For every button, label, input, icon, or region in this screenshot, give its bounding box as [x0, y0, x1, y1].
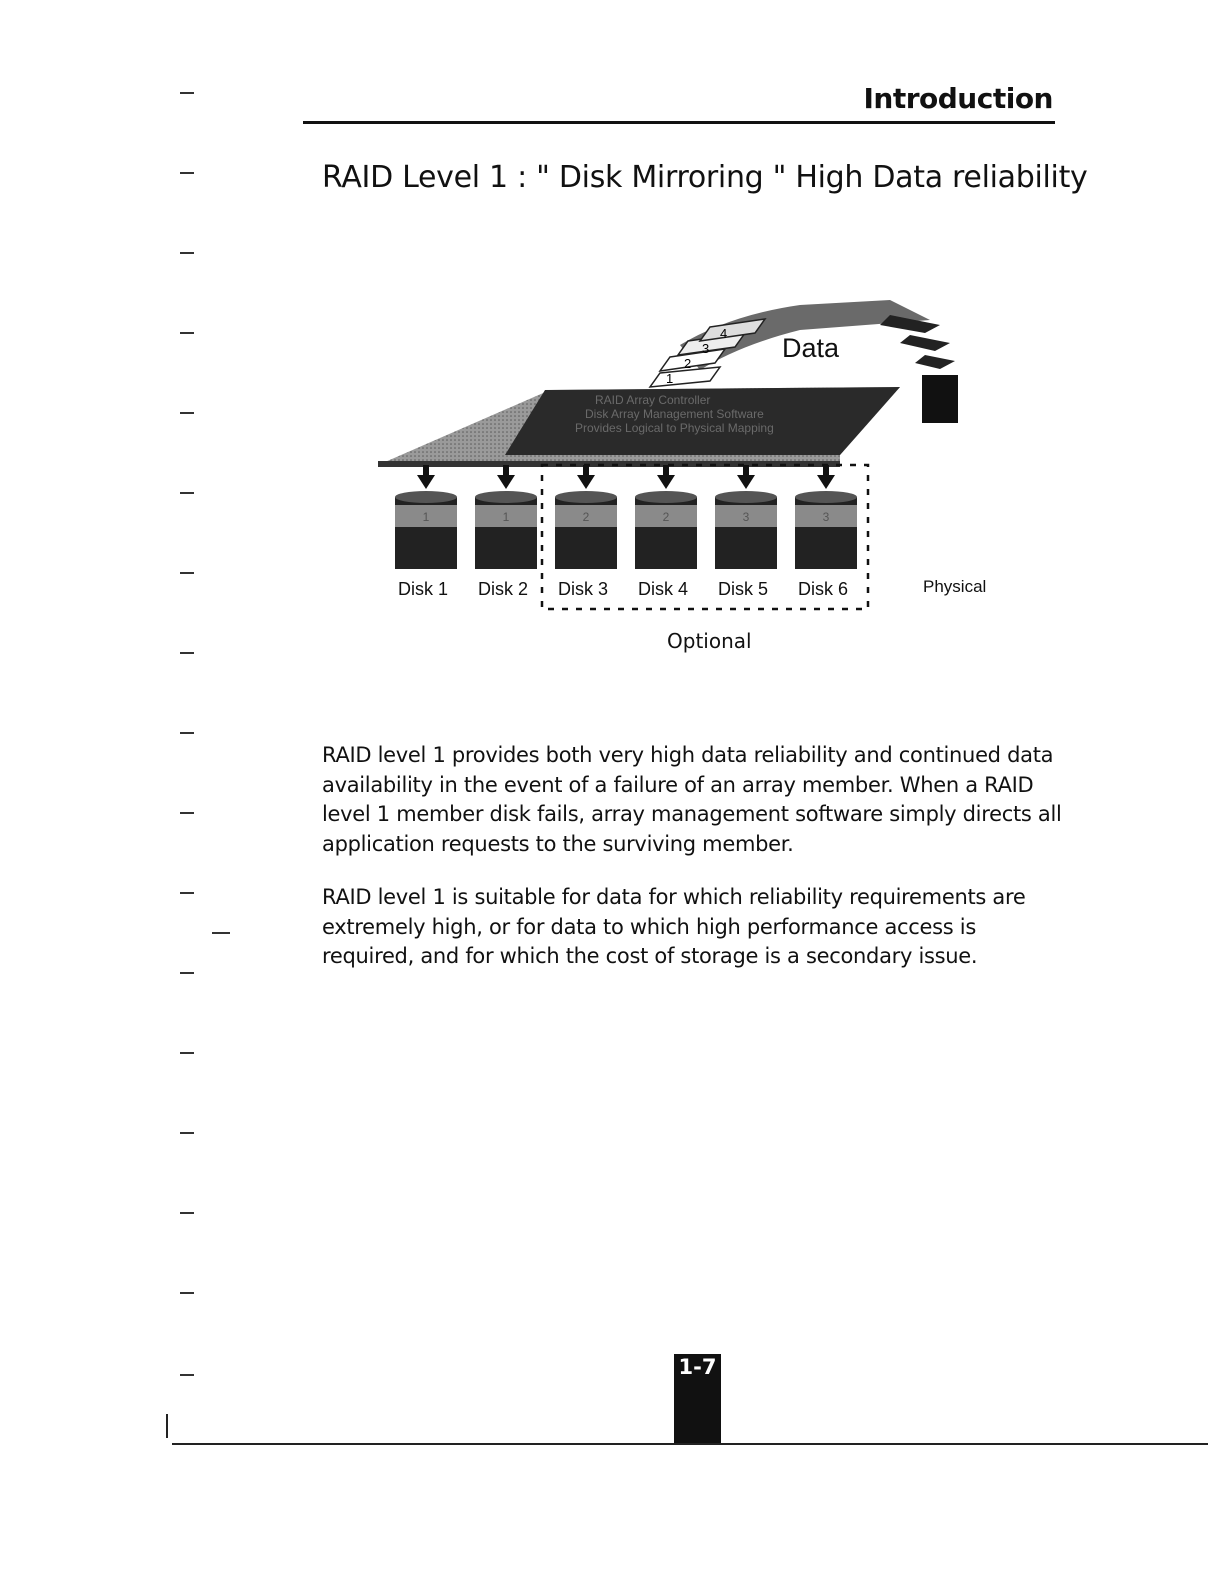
- data-block-number: 1: [666, 371, 674, 386]
- disk-cap: [395, 491, 457, 503]
- margin-tick: [180, 172, 194, 174]
- disk-block-number: 2: [662, 510, 670, 524]
- disk-label: Disk 5: [718, 579, 769, 599]
- arrow-down-icon: [497, 465, 515, 489]
- section-header: Introduction: [863, 82, 1053, 115]
- margin-tick: [180, 492, 194, 494]
- disk-cap: [795, 491, 857, 503]
- margin-tick: [180, 652, 194, 654]
- margin-tick: [180, 92, 194, 94]
- disk-cap: [715, 491, 777, 503]
- margin-tick: [180, 1374, 194, 1376]
- arrow-down-icon: [417, 465, 435, 489]
- margin-tick: [180, 252, 194, 254]
- margin-tick: [180, 332, 194, 334]
- margin-tick: [180, 812, 194, 814]
- margin-tick: [180, 1132, 194, 1134]
- data-block-number: 4: [720, 326, 728, 341]
- header-rule: [303, 121, 1055, 124]
- controller-text-line: RAID Array Controller: [595, 393, 711, 407]
- data-block-number: 3: [702, 341, 710, 356]
- controller-text-line: Disk Array Management Software: [585, 407, 764, 421]
- disk-cap: [555, 491, 617, 503]
- disk-label: Disk 3: [558, 579, 609, 599]
- margin-tick: [180, 732, 194, 734]
- margin-tick: [212, 932, 230, 934]
- raid-diagram: [370, 295, 1010, 665]
- margin-tick: [180, 972, 194, 974]
- disk-block-number: 3: [742, 510, 750, 524]
- data-label: Data: [782, 333, 840, 363]
- paragraph-2: RAID level 1 is suitable for data for which reliability requirements are extremely high, or for data to which high performance access is required, and for which the cost of storage is a secondary issue.: [322, 885, 1026, 968]
- controller-text-line: Provides Logical to Physical Mapping: [575, 421, 774, 435]
- margin-tick: [180, 412, 194, 414]
- margin-tick: [180, 1212, 194, 1214]
- disk-block-number: 1: [502, 510, 510, 524]
- disk-label: Disk 4: [638, 579, 689, 599]
- footer-rule: [172, 1443, 1208, 1445]
- optional-label: Optional: [667, 629, 752, 653]
- data-source-block: [922, 375, 958, 423]
- margin-tick: [180, 1292, 194, 1294]
- data-stream-shape: [915, 355, 955, 369]
- arrow-down-icon: [737, 465, 755, 489]
- paragraph-1: RAID level 1 provides both very high data reliability and continued data availability in the event of a failure of an array member. When a RAID level 1 member disk fails, array management software simply directs all application requests to the surviving member.: [322, 743, 1062, 856]
- arrow-down-icon: [657, 465, 675, 489]
- disk-block-number: 2: [582, 510, 590, 524]
- margin-tick: [180, 1052, 194, 1054]
- disk-cap: [475, 491, 537, 503]
- disk-label: Disk 2: [478, 579, 529, 599]
- page-number: 1-7: [674, 1354, 721, 1444]
- disk-label: Disk 1: [398, 579, 449, 599]
- disk-block-number: 3: [822, 510, 830, 524]
- raid-diagram-graphic: [370, 295, 1010, 665]
- disk-label: Disk 6: [798, 579, 849, 599]
- margin-tick: [180, 892, 194, 894]
- disk-block-number: 1: [422, 510, 430, 524]
- data-block-number: 2: [684, 356, 692, 371]
- arrow-down-icon: [577, 465, 595, 489]
- page-title: RAID Level 1 : " Disk Mirroring " High Data reliability: [322, 160, 1088, 195]
- disk-group: [395, 465, 857, 569]
- arrow-down-icon: [817, 465, 835, 489]
- physical-label: Physical: [923, 577, 987, 596]
- disk-cap: [635, 491, 697, 503]
- data-stream-shape: [900, 335, 950, 351]
- margin-tick: [180, 572, 194, 574]
- footer-bar: [166, 1414, 168, 1438]
